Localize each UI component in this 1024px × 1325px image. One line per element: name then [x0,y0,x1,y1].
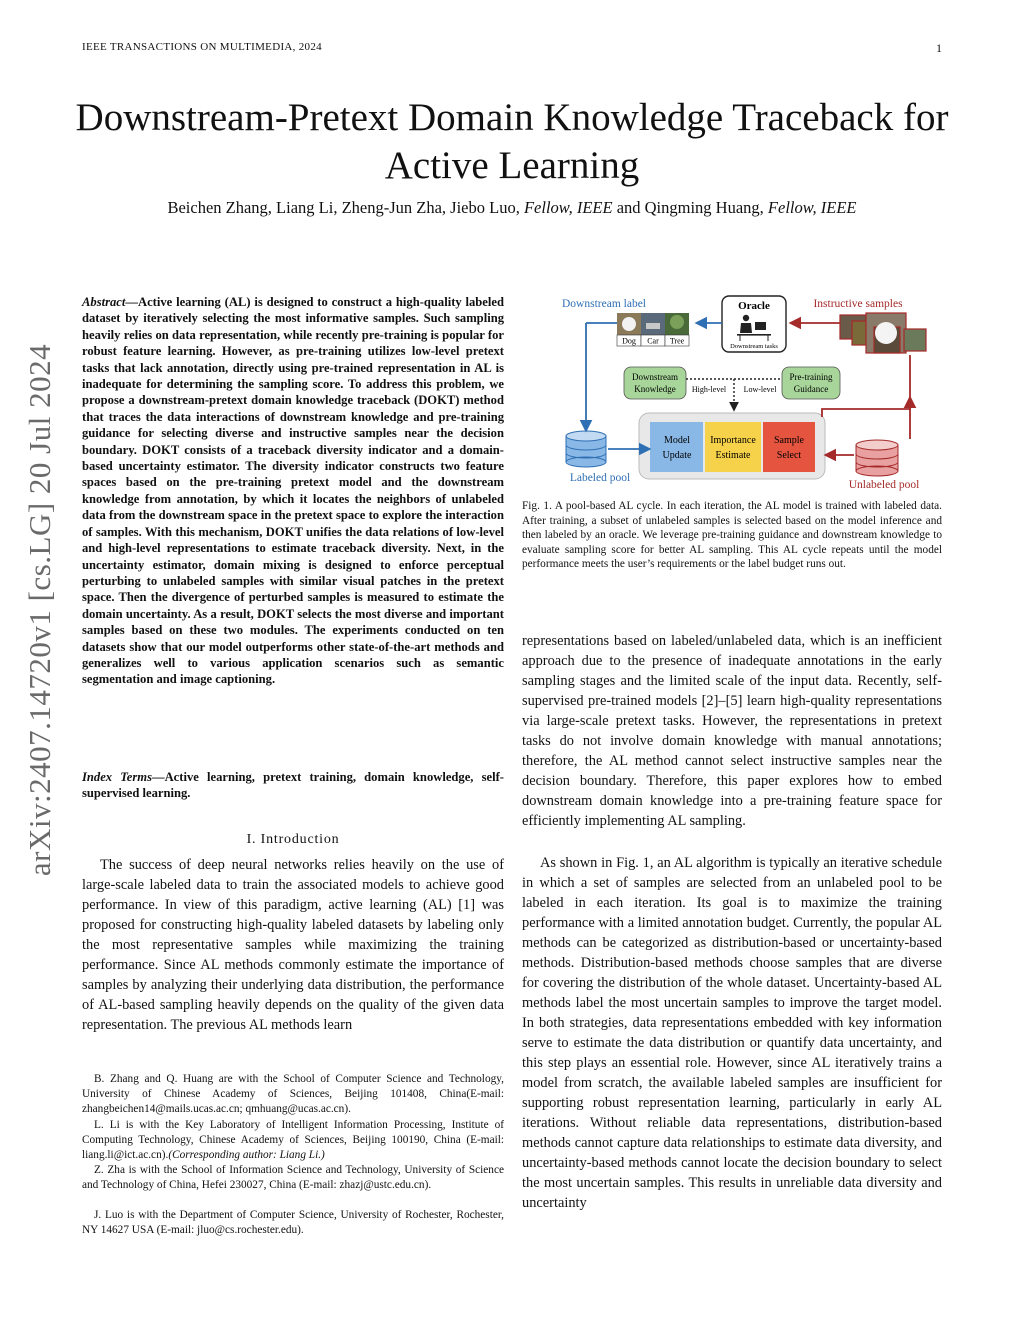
author-line [40,198,984,218]
high-level-label: High-level [691,385,727,394]
fellow-tag: Fellow, IEEE [523,198,613,217]
footnote: B. Zhang and Q. Huang are with the School of Computer Science and Technology, University of Chinese Academy of Sciences, Beijing 101408, China(E-mail: zhangbeichen14@mails.ucas.ac.cn; qmhuang@ucas.ac.cn). [82,1073,504,1115]
dog-thumbnail-icon [622,317,636,331]
labeled-pool-database-icon [566,431,606,467]
fellow-tag: Fellow, IEEE [767,198,857,217]
tag-dog: Dog [622,336,636,346]
arxiv-side-label [14,270,66,950]
downstream-tasks-label: Downstream tasks [730,343,778,350]
unlabeled-pool-database-icon [856,440,898,476]
labeled-pool-label: Labeled pool [569,472,631,484]
author-last: and Qingming Huang, [616,198,764,217]
downstream-knowledge-line1: Downstream [632,372,678,382]
page-number: 1 [936,41,942,55]
downstream-image-tiles [617,313,689,335]
tree-thumbnail-icon [670,315,684,329]
model-update-line2: Update [662,450,692,461]
model-update-line1: Model [663,435,691,446]
low-level-label: Low-level [743,385,777,394]
figure-caption: Fig. 1. A pool-based AL cycle. In each iteration, the AL model is trained with labeled data. After training, a subset of unlabeled samples is selected based on the model inference and then labeled by an oracle. We leverage pre-training guidance and downstream knowledge to evaluate sampling score for better AL sampling. This AL cycle repeats until the model performance meets the user’s requirements or the label budget runs out. [522,500,942,570]
journal-header: IEEE TRANSACTIONS ON MULTIMEDIA, 2024 [82,41,322,53]
importance-line2: Estimate [715,450,751,461]
oracle-title: Oracle [738,300,770,312]
footnote: Z. Zha is with the School of Information Science and Technology, University of Science and Technology of China, Hefei 230027, China (E-mail: zhazj@ustc.edu.cn). [82,1164,504,1191]
abstract-lead: Abstract [82,295,126,309]
car-thumbnail-icon [646,323,660,329]
pretraining-guidance-line2: Guidance [793,384,829,394]
index-terms [82,769,504,802]
section-heading: I. Introduction [246,832,340,847]
unlabeled-pool-label: Unlabeled pool [848,479,920,491]
footnote [82,1118,504,1163]
index-terms-lead: Index Terms [82,770,152,784]
tag-tree: Tree [669,336,685,346]
footnote: J. Luo is with the Department of Computer Science, University of Rochester, Rochester, NY 14627 USA (E-mail: jluo@cs.rochester.edu). [82,1209,504,1236]
index-terms-text: —Active learning, pretext training, domain knowledge, self-supervised learning. [82,770,504,801]
sample-select-block [763,422,815,472]
instructive-samples-label: Instructive samples [813,298,903,310]
right-paragraph-2: As shown in Fig. 1, an AL algorithm is typically an iterative schedule in which a set of samples are selected from an unlabeled pool to be labeled in each iteration. Its goal is to maximize the training performance with a limited annotation budget. Currently, the popular AL methods can be categorized as distribution-based or uncertainty-based methods. Distribution-based methods choose samples that are diverse for covering the distribution of the whole dataset. Uncertainty-based AL methods label the most uncertain samples to improve the target model. In both strategies, data representations embedded with key information serve to estimate the data distribution or quantify data uncertainty, and this step plays an essential role. However, since AL iteratively trains a model from scratch, the available labeled samples are insufficient for supporting robust representation learning, particularly in early AL iterations. Without reliable data representations, distribution-based methods cannot capture data relationships to estimate data diversity, and uncertainty-based methods cannot locate the decision boundary to select the most uncertain samples. This results in unreliable data diversity and uncertainty [522,855,942,1211]
model-update-block [650,422,703,472]
footnote-text: L. Li is with the Key Laboratory of Intelligent Information Processing, Institute of Computing Technology, Chinese Academy of Sciences, Beijing 100190, China (E-mail: liang.li@ict.ac.cn). [82,1119,504,1161]
sample-select-line2: Select [776,450,802,461]
corresponding-author: (Corresponding author: Liang Li.) [168,1149,325,1161]
downstream-knowledge-line2: Knowledge [634,384,676,394]
abstract [82,294,504,688]
abstract-text: —Active learning (AL) is designed to construct a high-quality labeled dataset by iteratively selecting the most informative samples. Such sampling heavily relies on data representation, while recently pre-training is popular for robust feature learning. However, as pre-training utilizes low-level pretext tasks that lack annotation, directly using pre-trained representation in AL is inadequate for determining the sampling score. To address this problem, we propose a downstream-pretext domain knowledge traceback (DOKT) method that traces the data interactions of downstream knowledge and pre-training guidance for selecting diverse and instructive samples near the decision boundary. DOKT consists of a traceback diversity indicator and a domain-based uncertainty estimator. The diversity indicator constructs two feature spaces based on the pre-training pretext model and the downstream knowledge from annotation, by which it locates the neighbors of unlabeled data from the downstream space in the pretext space to explore the interaction of samples. With this mechanism, DOKT unifies the data relations of low-level and high-level representations to estimate traceback diversity. Next, in the uncertainty estimator, domain mixing is designed to enforce perceptual perturbing to unlabeled samples with similar visual patches in the pretext space. Then the divergence of perturbed samples is measured to estimate the domain uncertainty. As a result, DOKT selects the most diverse and important samples based on these two modules. The experiments conducted on ten datasets show that our model outperforms other state-of-the-art methods and generalizes well to various application scenarios such as semantic segmentation and image captioning. [82,295,504,687]
importance-line1: Importance [710,435,756,446]
paper-title: Downstream-Pretext Domain Knowledge Traceback for Active Learning [75,96,949,187]
intro-paragraph: The success of deep neural networks relies heavily on the use of large-scale labeled data to train the associated models to achieve good performance. In view of this paradigm, active learning (AL) [1] was proposed for constructing high-quality labeled datasets by labeling only the most representative samples while maximizing the training performance. Since AL methods commonly estimate the importance of samples by analyzing their underlying data distribution, the performance of AL-based sampling heavily depends on the quality of the given data representation. The previous AL methods learn [82,857,504,1033]
author-names: Beichen Zhang, Liang Li, Zheng-Jun Zha, Jiebo Luo, [167,198,520,217]
dog-sample-icon [875,322,897,344]
pretraining-guidance-line1: Pre-training [789,372,833,382]
arxiv-identifier: arXiv:2407.14720v1 [cs.LG] 20 Jul 2024 [22,343,57,877]
tag-car: Car [647,336,659,346]
downstream-label: Downstream label [562,298,646,310]
importance-estimate-block [705,422,761,472]
right-paragraph-1: representations based on labeled/unlabeled data, which is an inefficient approach due to the presence of inadequate annotations in the early sampling stages and the limited scale of the input data. Recently, self-supervised pre-trained models [2]–[5] learn high-quality representations via large-scale pretext tasks. However, the representations in pretext tasks do not involve domain knowledge with manual annotations; therefore, the AL method cannot select instructive samples near the decision boundary. Therefore, this paper explores how to embed downstream domain knowledge into a pre-training feature space for efficiently implementing AL sampling. [522,633,942,829]
figure-al-cycle [522,291,942,501]
sample-select-line1: Sample [774,435,804,446]
instructive-sample-images [840,313,926,353]
